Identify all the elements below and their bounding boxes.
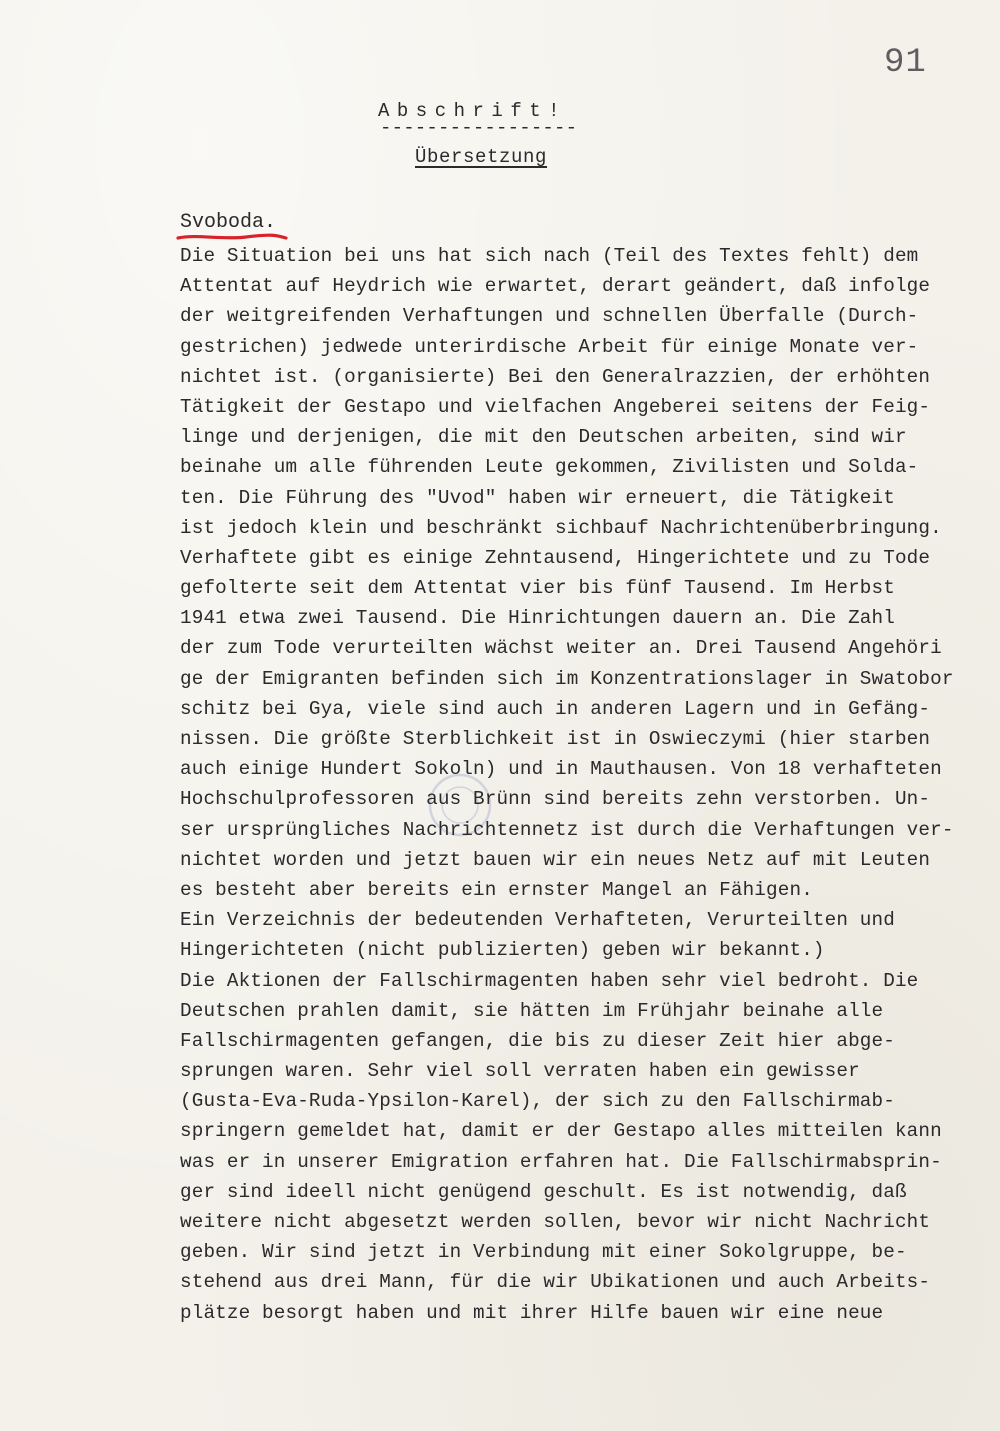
body-line: stehend aus drei Mann, für die wir Ubikationen und auch Arbeits- (180, 1271, 931, 1294)
body-line: schitz bei Gya, viele sind auch in anderen Lagern und in Gefäng- (180, 697, 931, 720)
page-number: 91 (884, 44, 927, 82)
body-line: ist jedoch klein und beschränkt sichbauf Nachrichtenüberbringung. (180, 516, 942, 539)
body-line: ser ursprüngliches Nachrichtennetz ist durch die Verhaftungen ver- (180, 818, 954, 841)
body-line: Hingerichteten (nicht publizierten) geben wir bekannt.) (180, 939, 825, 962)
document-subtitle: Übersetzung (415, 146, 548, 168)
body-line: (Gusta-Eva-Ruda-Ypsilon-Karel), der sich zu den Fallschirmab- (180, 1090, 895, 1113)
sender-name: Svoboda. (180, 211, 277, 234)
document-heading: Abschrift! (378, 100, 568, 122)
body-line: ten. Die Führung des "Uvod" haben wir erneuert, die Tätigkeit (180, 486, 895, 509)
body-line: gestrichen) jedwede unterirdische Arbeit für einige Monate ver- (180, 335, 919, 358)
document-body (180, 241, 1000, 1328)
body-line: Ein Verzeichnis der bedeutenden Verhafteten, Verurteilten und (180, 909, 895, 932)
body-line: gefolterte seit dem Attentat vier bis fünf Tausend. Im Herbst (180, 577, 895, 600)
body-line: Fallschirmagenten gefangen, die bis zu dieser Zeit hier abge- (180, 1029, 895, 1052)
body-line: nissen. Die größte Sterblichkeit ist in Oswieczymi (hier starben (180, 728, 931, 750)
body-line: sprungen waren. Sehr viel soll verraten haben ein gewisser (180, 1060, 860, 1083)
body-line: ger sind ideell nicht genügend geschult. Es ist notwendig, daß (180, 1180, 907, 1203)
body-line: Die Aktionen der Fallschirmagenten haben sehr viel bedroht. Die (180, 969, 919, 992)
body-line: beinahe um alle führenden Leute gekommen, Zivilisten und Solda- (180, 456, 919, 479)
body-line: Die Situation bei uns hat sich nach (Teil des Textes fehlt) dem (180, 245, 919, 267)
body-line: nichtet worden und jetzt bauen wir ein neues Netz auf mit Leuten (180, 848, 931, 871)
body-line: Deutschen prahlen damit, sie hätten im Frühjahr beinahe alle (180, 999, 884, 1022)
body-line: nichtet ist. (organisierte) Bei den Generalrazzien, der erhöhten (180, 365, 931, 388)
body-line: was er in unserer Emigration erfahren hat. Die Fallschirmabsprin- (180, 1150, 942, 1173)
body-line: der zum Tode verurteilten wächst weiter an. Drei Tausend Angehöri (180, 637, 942, 660)
body-line: Attentat auf Heydrich wie erwartet, derart geändert, daß infolge (180, 275, 931, 298)
body-line: geben. Wir sind jetzt in Verbindung mit einer Sokolgruppe, be- (180, 1241, 907, 1264)
body-line: der weitgreifenden Verhaftungen und schnellen Überfalle (Durch- (180, 305, 919, 328)
body-line: weitere nicht abgesetzt werden sollen, bevor wir nicht Nachricht (180, 1211, 931, 1233)
body-line: plätze besorgt haben und mit ihrer Hilfe bauen wir eine neue (180, 1301, 884, 1324)
body-line: Tätigkeit der Gestapo und vielfachen Angeberei seitens der Feig- (180, 395, 931, 418)
body-line: auch einige Hundert Sokoln) und in Mauthausen. Von 18 verhafteten (180, 758, 942, 781)
body-line: springern gemeldet hat, damit er der Gestapo alles mitteilen kann (180, 1120, 942, 1143)
body-line: linge und derjenigen, die mit den Deutschen arbeiten, sind wir (180, 426, 907, 449)
body-line: es besteht aber bereits ein ernster Mangel an Fähigen. (180, 878, 813, 901)
body-line: ge der Emigranten befinden sich im Konzentrationslager in Swatobor (180, 667, 954, 690)
body-line: Hochschulprofessoren aus Brünn sind bereits zehn verstorben. Un- (180, 788, 931, 811)
body-line: 1941 etwa zwei Tausend. Die Hinrichtungen dauern an. Die Zahl (180, 607, 895, 630)
body-line: Verhaftete gibt es einige Zehntausend, Hingerichtete und zu Tode (180, 546, 931, 569)
heading-dashed-rule: ----------------- (380, 117, 578, 139)
